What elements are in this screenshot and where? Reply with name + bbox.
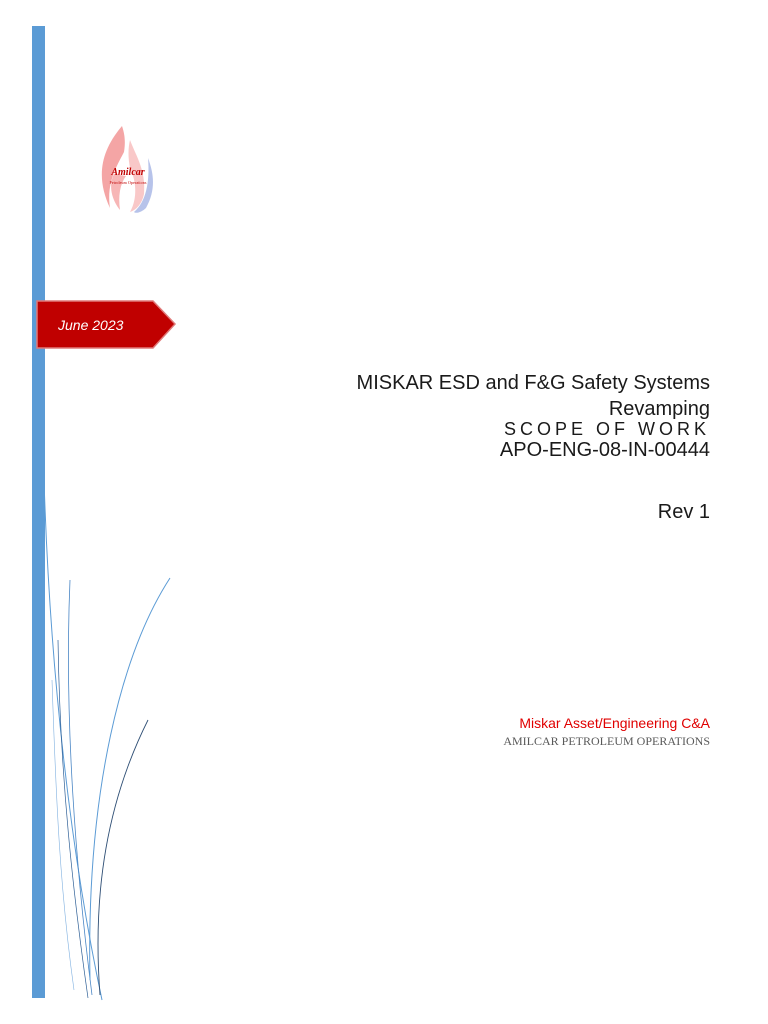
overlapped-subtitle: SCOPE OF WORK bbox=[503, 419, 710, 439]
document-title bbox=[210, 370, 710, 422]
decorative-wisps bbox=[30, 420, 190, 1010]
company-name: AMILCAR PETROLEUM OPERATIONS bbox=[503, 734, 710, 748]
department-name: Miskar Asset/Engineering C&A bbox=[519, 715, 710, 731]
title-line-1: MISKAR ESD and F&G Safety Systems bbox=[356, 372, 710, 394]
logo-wordmark: Amilcar bbox=[111, 167, 145, 178]
revision-label: Rev 1 bbox=[657, 501, 710, 523]
date-label: June 2023 bbox=[58, 317, 124, 333]
document-number: APO-ENG-08-IN-00444 bbox=[499, 439, 710, 461]
logo-subtitle: Petroleum Operations bbox=[109, 180, 147, 185]
title-line-2: Revamping bbox=[608, 398, 710, 420]
